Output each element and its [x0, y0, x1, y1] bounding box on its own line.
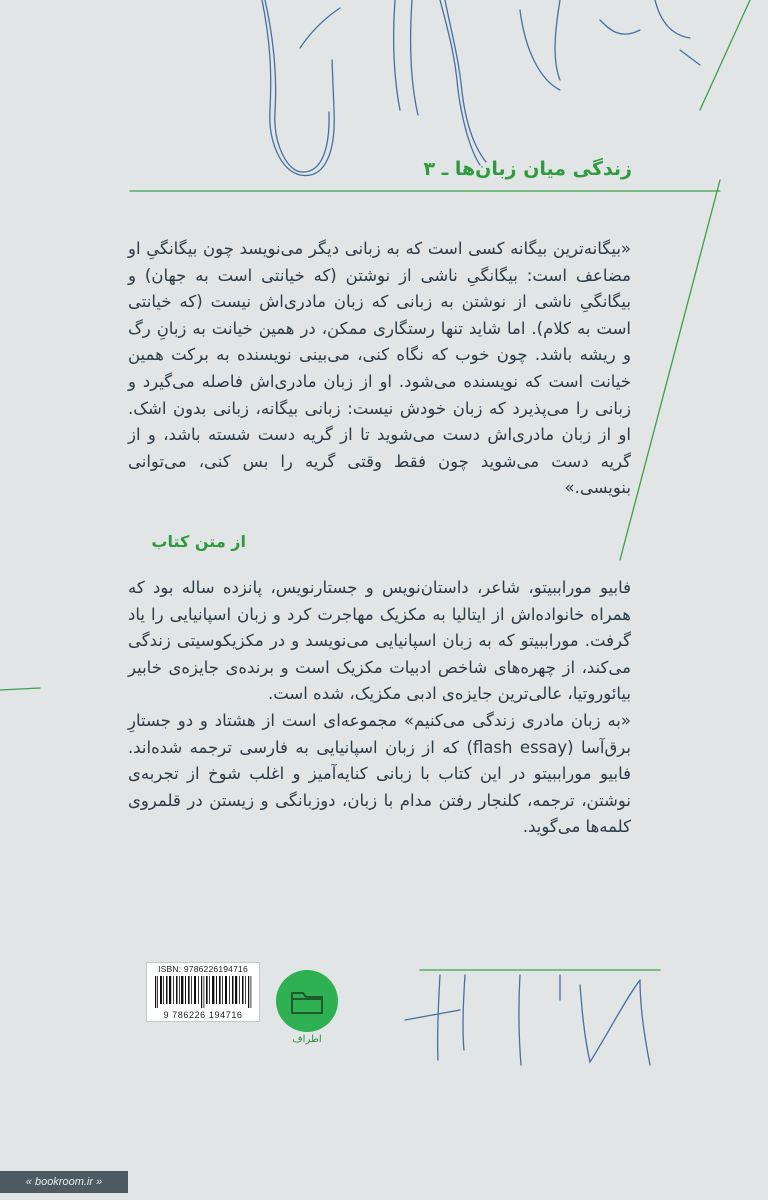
- isbn-label: ISBN: 9786226194716: [158, 964, 248, 974]
- publisher-logo: [276, 970, 338, 1032]
- barcode-bars: [153, 976, 253, 1008]
- description-paragraph-1: فابیو موراببیتو، شاعر، داستان‌نویس و جستارنویس، پانزده ساله بود که همراه خانواده‌اش از ایتالیا به مکزیک مهاجرت کرد و زبان اسپانیایی را یاد گرفت. موراببیتو که به زبان اسپانیایی می‌نویسد و در مکزیکوسیتی زندگی می‌کند، از چهره‌های شاخص ادبیات مکزیک است و برنده‌ی جایزه‌ی خابیر بیائوروتیا، عالی‌ترین جایزه‌ی ادبی مکزیک، شده است.: [128, 578, 631, 704]
- series-title: زندگی میان زبان‌ها ـ ۳: [423, 158, 632, 180]
- folder-icon: [289, 985, 325, 1017]
- watermark-badge: « bookroom.ir »: [0, 1171, 128, 1193]
- description-paragraph-2: «به زبان مادری زندگی می‌کنیم» مجموعه‌ای است از هشتاد و دو جستارِ برق‌آسا (flash essay) که از زبان اسپانیایی به فارسی ترجمه شده‌اند. فابیو موراببیتو در این کتاب با زبانی کنایه‌آمیز و اغلب شوخ از تجربه‌ی نوشتن، ترجمه، کلنجار رفتن مدام با زبان، دوزبانگی و زیستن در قلمروی کلمه‌ها می‌گوید.: [128, 710, 631, 837]
- quote-text: «بیگانه‌ترین بیگانه کسی است که به زبانی دیگر می‌نویسد چون بیگانگیِ او مضاعف است: بیگانگیِ ناشی از نوشتن (که خیانتی است به جهان) و بیگانگیِ ناشی از نوشتن به زبانی که زبان مادری‌اش نیست (که خیانتی است به کلام). اما شاید تنها رستگاری ممکن، در همین خیانت به زبانِ رگ و ریشه باشد. چون خوب که نگاه کنی، می‌بینی نویسنده به برکت همین خیانت است که نویسنده می‌شود. او از زبان مادری‌اش فاصله می‌گیرد و زبانی را می‌پذیرد که زبان خودش نیست: زبانی بیگانه، زبانی بدون اشک. او از زبان مادری‌اش دست می‌شوید تا از گریه دست شسته باشد، و از گریه دست می‌شوید چون فقط وقتی گریه را بس کنی، می‌توانی بنویسی.»: [128, 239, 631, 498]
- book-quote: [128, 236, 631, 502]
- quote-source-label: از متن کتاب: [151, 532, 246, 551]
- publisher-name: اطراف: [292, 1034, 322, 1045]
- book-description: [128, 575, 631, 841]
- barcode-digits: 9 786226 194716: [163, 1010, 243, 1020]
- isbn-barcode: [146, 962, 260, 1022]
